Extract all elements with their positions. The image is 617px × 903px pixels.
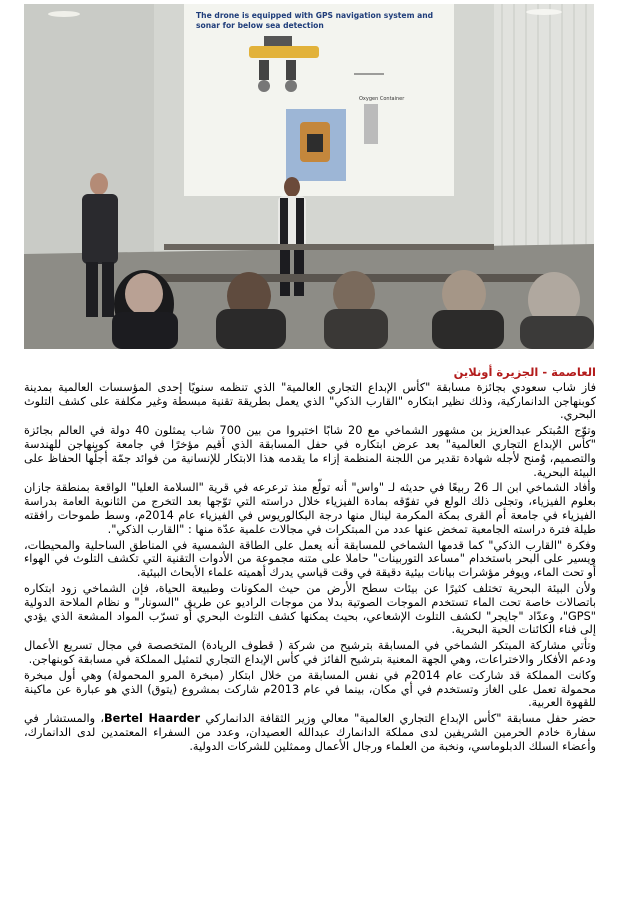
- paragraph-7: وكانت المملكة قد شاركت عام 2014م في نفس المسابقة من خلال ابتكار (مبخرة المرو المحمولة) وهي أول مبخرة محمولة تعمل على الغاز وتستخدم في أي مكان، بينما في عام 2013م شاركت بمشروع (يتوق) الذي هو عبارة عن ماكينة للقهوة العربية.: [24, 668, 597, 710]
- article-body: [24, 366, 596, 756]
- paragraph-8-end: ، والمستشار في سفارة خادم الحرمين الشريفين لدى مملكة الدانمارك عبدالله العصيدان، وعدد من السفراء المعتمدين لدى الدانمارك، وأعضاء السلك الدبلوماسي، ونخبة من العلماء ورجال الأعمال وممثلين للشركات الدولية.: [24, 712, 596, 753]
- slide-label: Oxygen Container: [359, 96, 405, 102]
- paragraph-1: فاز شاب سعودي بجائزة مسابقة "كأس الإبداع التجاري العالمية" الذي تنظمه سنويًا إحدى المؤسسات العالمية بمدينة كوبنهاجن الدانماركية، وذلك نظير ابتكاره "القارب الذكي" الذي يعمل بطريقة تقنية مبسطة وغير مكلفة على كشف التلوث البحري.: [24, 380, 596, 422]
- paragraph-6: وتأتي مشاركة المبتكر الشماخي في المسابقة بترشيح من شركة ( قطوف الريادة) المتخصصة في مجال تسريع الأعمال ودعم الأفكار والاختراعات، وهي الجهة المعنية بترشيح الفائز في كأس الإبداع التجاري لتمثيل المملكة في مسابقة كوبنهاجن.: [24, 639, 596, 666]
- paragraph-5: ولأن البيئة البحرية تختلف كثيرًا عن بيئات سطح الأرض من حيث المكونات وطبيعة الحياة، فإن الشماخي زود ابتكاره باتصالات خاصة تحت الماء تستخدم الموجات الصوتية بدلا من موجات الراديو عن طريق "السونار" و نظام الملاحة الدولية "GPS"، وعدّاد "جايجر" لكشف التلوث الإشعاعي، بحيث يمكنها كشف التلوث البحري أو تسرّب المواد المشعة الذي يؤدي إلى فناء الكائنات الحية البحرية.: [24, 581, 596, 637]
- paragraph-8-start: حضر حفل مسابقة "كأس الإبداع التجاري العالمية" معالي وزير الثقافة الدانماركي: [205, 712, 596, 726]
- byline: العاصمة - الجزيرة أونلاين: [453, 365, 596, 379]
- article-photo: [24, 4, 594, 349]
- paragraph-3: وأفاد الشماخي ابن الـ 26 ربيعًا في حديثه لـ "واس" أنه تولّع منذ ترعرعه في قرية "السلامة العليا" الواقعة بمنطقة جازان بعلوم الفيزياء، وتجلى ذلك الولع في تفوّقه بمادة الفيزياء خلال دراسته التي توّجها بعد التخرج من الثانوية العامة بدراسة الفيزياء في جامعة أم القرى بمكة المكرمة لينال منها درجة البكالوريوس في الفيزياء عام 2014م، وسط طموحات رافقته طيلة فترة دراسته الجامعية تمخض عنها عدد من المبتكرات في مجالات علمية عدّة منها : "القارب الذكي".: [24, 481, 596, 536]
- paragraph-2: وتوّج المُبتكر عبدالعزيز بن مشهور الشماخي مع 20 شابًا اختيروا من بين 700 شاب يمثلون 40 دولة في العالم بجائزة "كأس الإبداع التجاري العالمية" بعد عرض ابتكاره في حفل المسابقة الذي أقيم مؤخرًا في جامعة كوبنهاجن للهندسة والتصميم، وُمنح لأجله شهادة تقدير من اللجنة المنظمة إزاء ما يقدمه هذا الابتكار للإنسانية من فوائد جمّة أجلّها الحفاظ على البيئة البحرية.: [24, 424, 596, 479]
- minister-name: Bertel Haarder: [104, 712, 201, 726]
- paragraph-4: وفكرة "القارب الذكي" كما قدمها الشماخي للمسابقة أنه يعمل على الطاقة الشمسية في المناطق الساحلية والمحيطات، ويسير على البحر باستخدام "مساعد التوربينات" حاملا على متنه مجموعة من الأدوات التقنية التي تكشف التلوث في الهواء أو تحت الماء، ويوفر مؤشرات بيانات بيئية دقيقة في وقت قياسي يدرك أهميته علماء الأبحاث البيئية.: [24, 538, 596, 580]
- slide-title: The drone is equipped with GPS navigation system and sonar for below sea detection: [196, 11, 434, 30]
- paragraph-8: [24, 712, 596, 753]
